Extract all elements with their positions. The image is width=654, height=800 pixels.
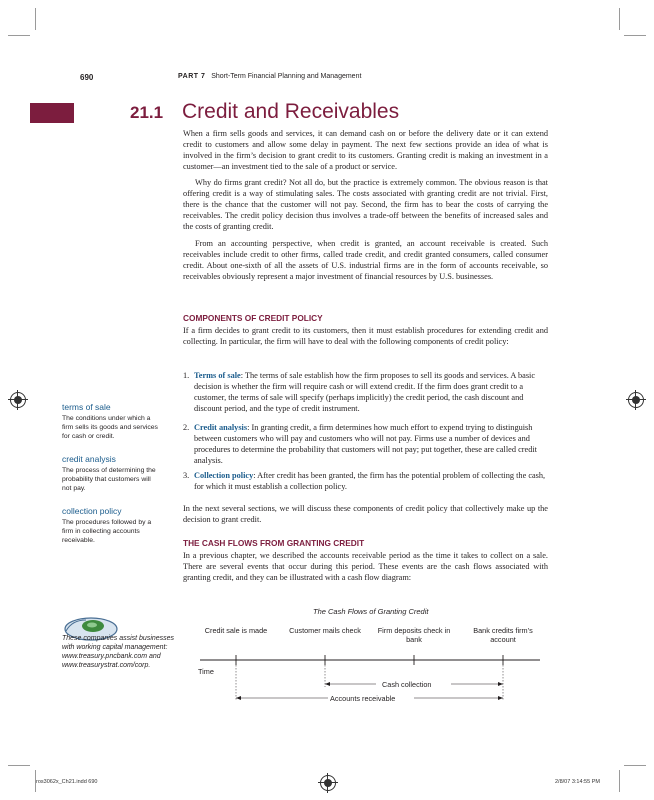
- glossary-definition: The process of determining the probability that customers will not pay.: [62, 467, 156, 492]
- cashflows-paragraph: In a previous chapter, we described the accounts receivable period as the time it takes to collect on a sale. There are several events that occur during this period. These events are the cash flows associated with granting credit, and they can be illustrated with a cash flow diagram:: [183, 551, 548, 582]
- section-title: Credit and Receivables: [182, 100, 400, 123]
- page-number: 690: [80, 73, 94, 82]
- list-item-text: : In granting credit, a firm determines how much effort to expend trying to distinguish between customers who will pay and customers who will not pay. Firms use a number of devices and procedures to determine the probability that customers will not pay; put together, these are called credit analysis.: [194, 423, 537, 465]
- part-title: Short-Term Financial Planning and Management: [211, 73, 362, 80]
- web-note: These companies assist businesses with working capital management: www.treasury.pncbank.com and www.treasurystrat.com/corp.: [62, 635, 175, 669]
- arrowhead: [325, 682, 330, 686]
- crop-mark: [8, 765, 30, 766]
- list-number: 2.: [183, 423, 190, 432]
- running-header: [178, 73, 361, 80]
- section-number: 21.1: [130, 103, 164, 122]
- glossary-term: collection policy: [62, 506, 122, 516]
- term-link[interactable]: Collection policy: [194, 471, 254, 480]
- cashflows-heading: THE CASH FLOWS FROM GRANTING CREDIT: [183, 538, 365, 548]
- event-label: Customer mails check: [289, 626, 361, 635]
- crop-mark: [8, 35, 30, 36]
- list-item: [183, 370, 548, 414]
- glossary-term: terms of sale: [62, 402, 111, 412]
- glossary-definition: The procedures followed by a firm in collecting accounts receivable.: [62, 519, 152, 544]
- footer-file: ros3062x_Ch21.indd 690: [36, 779, 98, 785]
- glossary-term: credit analysis: [62, 454, 116, 464]
- components-heading: COMPONENTS OF CREDIT POLICY: [183, 313, 323, 323]
- term-link[interactable]: Credit analysis: [194, 423, 248, 432]
- accounts-receivable-label: Accounts receivable: [330, 694, 396, 703]
- intro-paragraph: When a firm sells goods and services, it can demand cash on or before the delivery date or it can extend credit to customers and allow some delay in payment. The next few sections provide an idea of what is involved in the firm’s decision to grant credit to its customers. Granting credit is making an investment in a customer—an investment tied to the sale of a product or service.: [183, 129, 548, 171]
- arrowhead: [498, 696, 503, 700]
- components-outro: In the next several sections, we will discuss these components of credit policy that collectively make up the decision to grant credit.: [183, 504, 548, 524]
- crop-mark: [619, 770, 620, 792]
- components-intro: If a firm decides to grant credit to its customers, then it must establish procedures for extending credit and collecting. In particular, the firm will have to deal with the following components of credit policy:: [183, 326, 548, 346]
- diagram-title: The Cash Flows of Granting Credit: [313, 607, 429, 616]
- arrowhead: [236, 696, 241, 700]
- event-label: Firm deposits check in bank: [377, 626, 451, 644]
- crop-mark: [619, 8, 620, 30]
- crop-mark: [624, 765, 646, 766]
- list-item-text: : After credit has been granted, the firm has the potential problem of collecting the cash, for which it must establish a collection policy.: [194, 471, 546, 491]
- arrowhead: [498, 682, 503, 686]
- section-color-bar: [30, 103, 74, 123]
- cash-collection-label: Cash collection: [382, 680, 432, 689]
- list-item-text: : The terms of sale establish how the firm proposes to sell its goods and services. A basic decision is whether the firm will require cash or will extend credit. If the firm does grant credit to a customer, the terms of sale will specify (perhaps implicitly) the credit period, the cash discount and discount period, and the type of credit instrument.: [194, 371, 536, 413]
- intro-paragraph: Why do firms grant credit? Not all do, but the practice is extremely common. The obvious reason is that offering credit is a way of stimulating sales. The costs associated with granting credit are not trivial. First, there is the chance that the customer will not pay. Second, the firm has to bear the costs of carrying the receivables. The credit policy decision thus involves a trade-off between the benefits of increased sales and the costs of granting credit.: [183, 178, 548, 231]
- list-number: 1.: [183, 371, 190, 380]
- registration-mark-icon: [10, 392, 26, 408]
- list-number: 3.: [183, 471, 190, 480]
- part-label: PART 7: [178, 73, 206, 80]
- term-link[interactable]: Terms of sale: [194, 371, 241, 380]
- list-item: [183, 422, 548, 466]
- list-item: [183, 470, 548, 492]
- crop-mark: [624, 35, 646, 36]
- crop-mark: [35, 8, 36, 30]
- footer-timestamp: 2/8/07 3:14:55 PM: [555, 779, 600, 785]
- time-label: Time: [198, 667, 214, 676]
- registration-mark-icon: [628, 392, 644, 408]
- event-label: Credit sale is made: [204, 626, 268, 635]
- event-label: Bank credits firm’s account: [473, 626, 533, 644]
- glossary-definition: The conditions under which a firm sells its goods and services for cash or credit.: [62, 415, 158, 440]
- registration-mark-icon: [320, 775, 336, 791]
- intro-paragraph: From an accounting perspective, when credit is granted, an account receivable is created. Such receivables include credit to other firms, called trade credit, and credit granted consumers, called consumer credit. About one-sixth of all the assets of U.S. industrial firms are in the form of accounts receivable, so receivables obviously represent a major investment of financial resources by U.S. businesses.: [183, 239, 548, 281]
